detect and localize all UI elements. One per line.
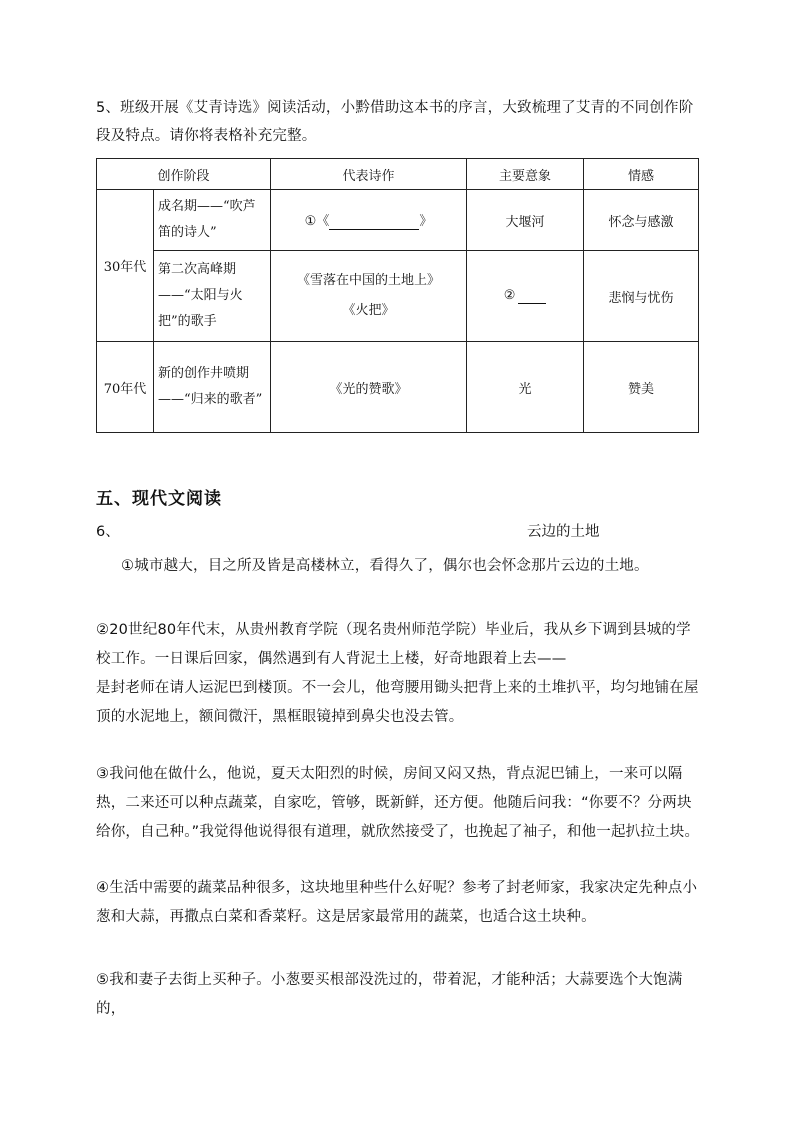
imagery-cell: 光 bbox=[467, 342, 584, 433]
passage-title: 云边的土地 bbox=[527, 524, 600, 540]
answer-blank-2[interactable] bbox=[518, 288, 546, 304]
section-title: 五、现代文阅读 bbox=[96, 489, 222, 509]
stage-cell: 第二次高峰期——“太阳与火把”的歌手 bbox=[154, 251, 271, 342]
poetry-stage-table bbox=[96, 158, 699, 433]
decade-70s: 70年代 bbox=[97, 342, 154, 433]
paragraph-2: ②20世纪80年代末，从贵州教育学院（现名贵州师范学院）毕业后，我从乡下调到县城的学校工作。一日课后回家，偶然遇到有人背泥土上楼，好奇地跟着上去—— bbox=[96, 622, 691, 667]
question-6-number: 6、 bbox=[96, 524, 120, 540]
stage-cell: 成名期——“吹芦笛的诗人” bbox=[154, 190, 271, 251]
paragraph-5: ⑤我和妻子去街上买种子。小葱要买根部没洗过的，带着泥，才能种活；大蒜要选个大饱满的， bbox=[96, 972, 683, 1017]
poem-cell bbox=[271, 251, 467, 342]
imagery-cell: 大堰河 bbox=[467, 190, 584, 251]
imagery-cell-blank bbox=[467, 251, 584, 342]
paragraph-2-continued: 是封老师在请人运泥巴到楼顶。不一会儿，他弯腰用锄头把背上来的土堆扒平，均匀地铺在屋顶的水泥地上，额间微汗，黑框眼镜掉到鼻尖也没去管。 bbox=[96, 680, 699, 725]
header-stage: 创作阶段 bbox=[97, 159, 271, 190]
stage-cell: 新的创作井喷期——“归来的歌者” bbox=[154, 342, 271, 433]
paragraph-4: ④生活中需要的蔬菜品种很多，这块地里种些什么好呢？参考了封老师家，我家决定先种点小葱和大蒜，再撒点白菜和香菜籽。这是居家最常用的蔬菜，也适合这土块种。 bbox=[96, 880, 698, 925]
poem-cell: 《光的赞歌》 bbox=[271, 342, 467, 433]
blank-marker-2: ② bbox=[503, 288, 516, 303]
blank-marker-1: ①《 bbox=[304, 214, 330, 229]
header-imagery: 主要意象 bbox=[467, 159, 584, 190]
emotion-cell: 赞美 bbox=[584, 342, 699, 433]
poem-title: 《火把》 bbox=[342, 303, 395, 318]
table-row bbox=[97, 251, 699, 342]
paragraph-3: ③我问他在做什么，他说，夏天太阳烈的时候，房间又闷又热，背点泥巴铺上，一来可以隔热，二来还可以种点蔬菜，自家吃，管够，既新鲜，还方便。他随后问我：“你要不？分两块给你，自己种。”我觉得他说得很有道理，就欣然接受了，也挽起了袖子，和他一起扒拉土块。 bbox=[96, 766, 700, 840]
table-header-row bbox=[97, 159, 699, 190]
poem-title: 《雪落在中国的土地上》 bbox=[297, 273, 441, 288]
answer-blank-1[interactable] bbox=[329, 214, 419, 230]
table-row bbox=[97, 190, 699, 251]
paragraph-1: ①城市越大，目之所及皆是高楼林立，看得久了，偶尔也会怀念那片云边的土地。 bbox=[121, 558, 649, 574]
poem-close-bracket: 》 bbox=[419, 214, 433, 229]
question-5-prompt: 5、班级开展《艾青诗选》阅读活动，小黔借助这本书的序言，大致梳理了艾青的不同创作阶段及特点。请你将表格补充完整。 bbox=[96, 100, 694, 144]
emotion-cell: 悲悯与忧伤 bbox=[584, 251, 699, 342]
poem-cell-blank bbox=[271, 190, 467, 251]
decade-30s: 30年代 bbox=[97, 190, 154, 342]
header-poem: 代表诗作 bbox=[271, 159, 467, 190]
emotion-cell: 怀念与感激 bbox=[584, 190, 699, 251]
header-emotion: 情感 bbox=[584, 159, 699, 190]
table-row bbox=[97, 342, 699, 433]
